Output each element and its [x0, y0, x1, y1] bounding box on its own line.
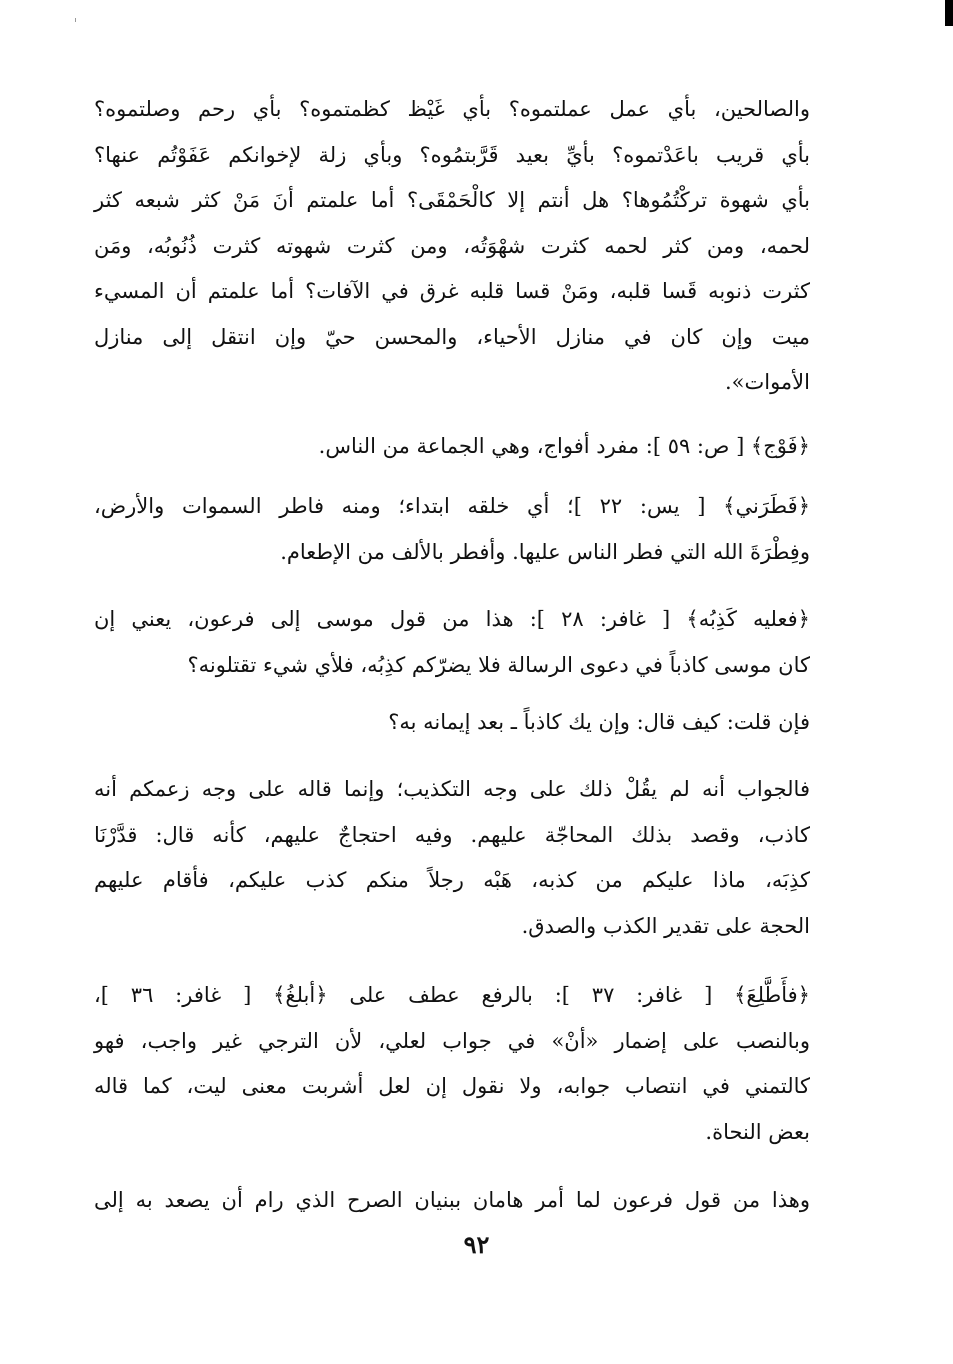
- paragraph-5: [94, 700, 810, 746]
- page-edge-mark: [945, 0, 953, 26]
- text-line: ﴿فَوْج﴾ [ ص: ٥٩ ]: مفرد أفواج، وهي الجماعة من الناس.: [318, 434, 810, 458]
- scan-mark: [75, 18, 76, 22]
- text-line: فالجواب أنه لم يقُلْ ذلك على وجه التكذيب؛ وإنما قاله على وجه زعمكم أنه: [94, 777, 810, 801]
- paragraph-6: [94, 767, 810, 949]
- text-line: كالتمني في انتصاب جوابه، ولا نقول إن لعل أشربت معنى ليت، كما قاله: [94, 1074, 810, 1098]
- text-line: بعض النحاة.: [705, 1119, 810, 1144]
- text-line: ﴿فعليه كَذِبُه﴾ [ غافر: ٢٨ ]: هذا من قول موسى إلى فرعون، يعني إن: [94, 607, 810, 631]
- text-line: فإن قلت: كيف قال: وإن يك كاذباً ـ بعد إيمانه به؟: [388, 710, 810, 734]
- text-line: وفِطْرَةَ الله التي فطر الناس عليها. وأفطر بالألف من الإطعام.: [280, 539, 810, 564]
- paragraph-3: [94, 484, 810, 575]
- paragraph-1: [94, 87, 810, 406]
- page-number: ٩٢: [463, 1230, 490, 1259]
- text-line: بأي شهوة تركْتُمُوها؟ هل أنتم إلا كالْحَمْقَى؟ أما علمتم أنَ مَنْ كثر شبعه كثر: [94, 188, 810, 212]
- text-line: الأموات».: [724, 370, 810, 394]
- text-line: لحمه، ومن كثر لحمه كثرت شهْوَتُه، ومن كثرت شهوته كثرت ذُنُوبُه، ومَن: [94, 233, 810, 258]
- text-line: ﴿فأَطَّلِعَ﴾ [ غافر: ٣٧ ]: بالرفع عطف على ﴿أبلغُ﴾ [ غافر: ٣٦ ]،: [94, 983, 810, 1007]
- text-line: وهذا من قول فرعون لما أمر هامان ببنيان الصرح الذي رام أن يصعد به إلى: [94, 1188, 810, 1212]
- text-line: كان موسى كاذباً في دعوى الرسالة فلا يضرّكم كذِبُه، فلأي شيء تقتلونه؟: [187, 652, 810, 677]
- text-line: بأي قريب باعَدْتموه؟ بأيِّ بعيد قَرَّبتمُوه؟ وبأي زلة لإخوانكم عَفَوْتُم عنها؟: [94, 142, 810, 167]
- paragraph-8: [94, 1178, 810, 1224]
- paragraph-7: [94, 973, 810, 1155]
- paragraph-4: [94, 597, 810, 688]
- text-line: كذِبَه، ماذا عليكم من كذبه، هَبْه رجلاً منكم كذب عليكم، فأقام عليهم: [94, 868, 810, 892]
- text-line: كاذب، وقصد بذلك المحاجّة عليهم. وفيه احتجاجٌ عليهم، كأنه قال: قدَّرْنَا: [94, 822, 810, 847]
- text-line: ﴿فَطَرَني﴾ [ يس: ٢٢ ]؛ أي خلقه ابتداء؛ ومنه فاطر السموات والأرض،: [94, 494, 810, 518]
- text-line: وبالنصب على إضمار «أنْ» في جواب لعلي، لأن الترجي غير واجب، فهو: [94, 1028, 810, 1053]
- text-line: ميت وإن كان في منازل الأحياء، والمحسن حيّ وإن انتقل إلى منازل: [94, 324, 810, 349]
- text-line: الحجة على تقدير الكذب والصدق.: [521, 913, 810, 938]
- text-line: والصالحين، بأي عمل عملتموه؟ بأي غَيْظ كظمتموه؟ بأي رحم وصلتموه؟: [94, 97, 810, 121]
- paragraph-2: [94, 424, 810, 470]
- text-line: كثرت ذنوبه قَسا قلبه، ومَنْ قسا قلبه غرق في الآفات؟ أما علمتم أن المسيء: [94, 279, 810, 303]
